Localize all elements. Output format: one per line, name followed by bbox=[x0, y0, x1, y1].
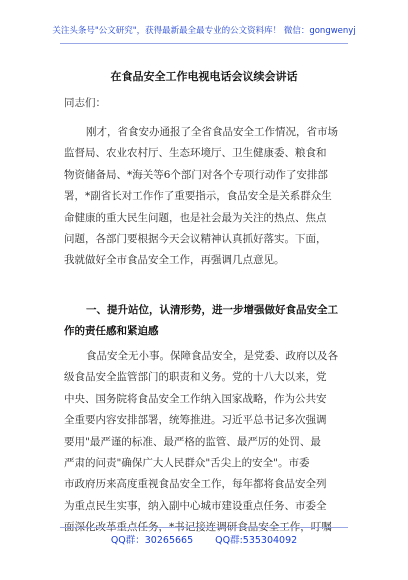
text-line: 严肃的问责"确保广大人民群众"舌尖上的安全"。市委 bbox=[64, 456, 310, 469]
text-line: 物资储备局、*海关等6个部门对各个专项行动作了安排部 bbox=[64, 168, 328, 181]
text-line: 监督局、农业农村厅、生态环境厅、卫生健康委、粮食和 bbox=[64, 147, 327, 160]
text-line: 命健康的重大民生问题，也是社会最为关注的热点、焦点 bbox=[64, 211, 327, 224]
text-line: 要用"最严谨的标准、最严格的监管、最严厉的处罚、最 bbox=[64, 435, 321, 448]
text-line: 食品安全无小事。保障食品安全，是党委、政府以及各 bbox=[86, 350, 338, 362]
salutation: 同志们： bbox=[64, 97, 106, 109]
qq-group-1: QQ群：30265665 bbox=[110, 535, 194, 546]
text-line: 我就做好全市食品安全工作，再强调几点意见。 bbox=[64, 254, 285, 267]
text-line: 署，*副省长对工作作了重要指示，食品安全是关系群众生 bbox=[64, 190, 332, 203]
text-line: 市政府历来高度重视食品安全工作，每年都将食品安全列 bbox=[64, 478, 327, 491]
promo-header: 关注头条号"公文研究"，获得最新最全最专业的公文资料库！ 微信：gongwenyj bbox=[52, 26, 356, 36]
heading-line: 作的责任感和紧迫感 bbox=[64, 325, 159, 338]
text-line: 刚才，省食安办通报了全省食品安全工作情况，省市场 bbox=[86, 126, 338, 138]
header-divider bbox=[60, 43, 348, 44]
text-line: 面深化改革重点任务，*书记接连调研食品安全工作，叮嘱 bbox=[64, 521, 332, 534]
section-heading-1 bbox=[64, 300, 354, 343]
qq-group-2: QQ群:535304092 bbox=[215, 535, 298, 546]
text-line: 为重点民生实事，纳入副中心城市建设重点任务、市委全 bbox=[64, 499, 327, 512]
heading-line: 一、提升站位，认清形势，进一步增强做好食品安全工 bbox=[86, 304, 338, 316]
document-title: 在食品安全工作电视电话会议续会讲话 bbox=[110, 70, 298, 83]
text-line: 问题，各部门要根据今天会议精神认真抓好落实。下面， bbox=[64, 232, 327, 245]
paragraph-intro bbox=[64, 122, 354, 272]
footer-divider bbox=[60, 527, 348, 528]
text-line: 全重要内容安排部署，统筹推进。习近平总书记多次强调 bbox=[64, 414, 327, 427]
text-line: 中央、国务院将食品安全工作纳入国家战略，作为公共安 bbox=[64, 392, 327, 405]
text-line: 级食品安全监管部门的职责和义务。党的十八大以来，党 bbox=[64, 371, 327, 384]
promo-footer bbox=[0, 532, 408, 546]
paragraph-section-1 bbox=[64, 346, 354, 539]
